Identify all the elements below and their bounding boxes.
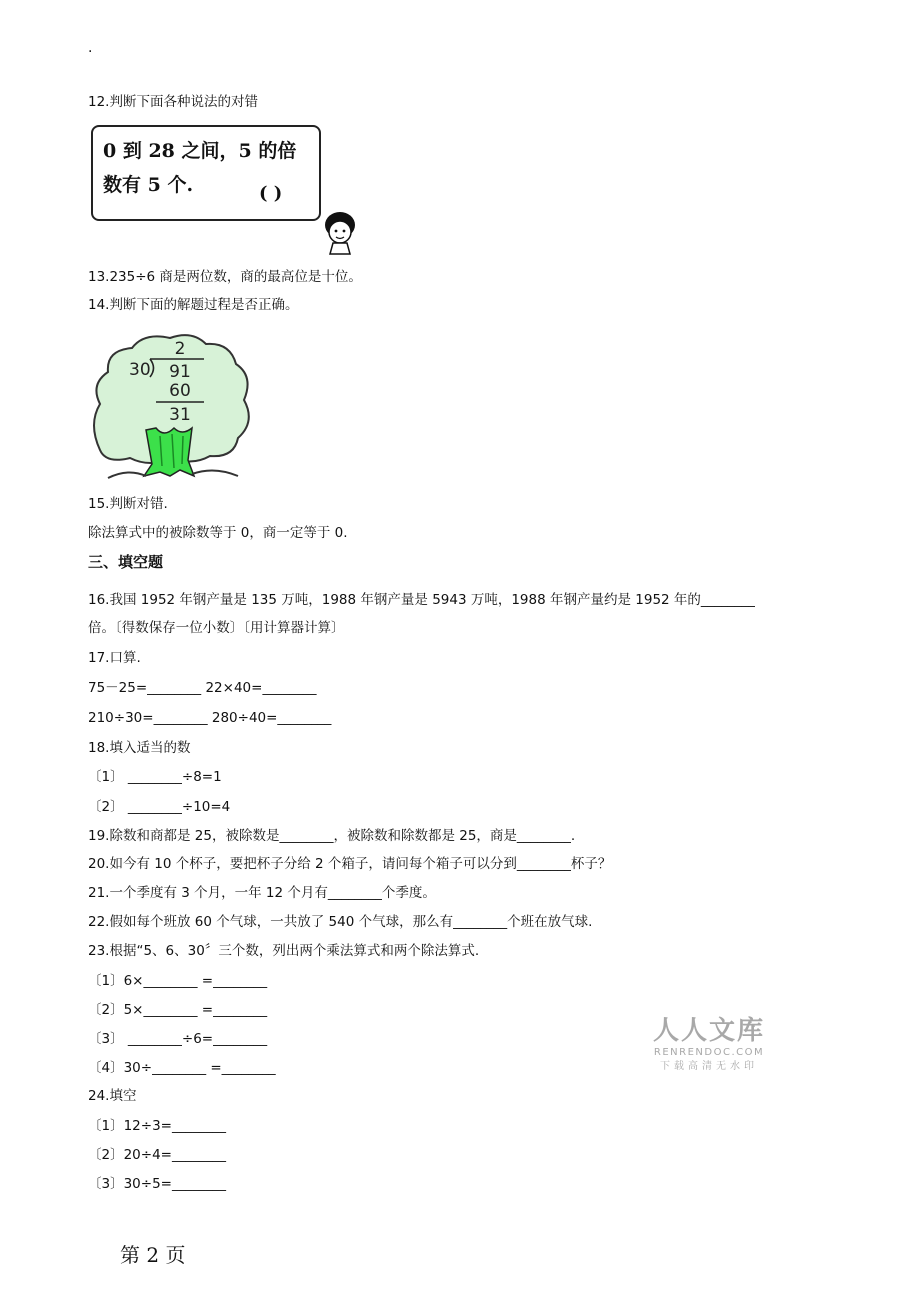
question-18: 18.填入适当的数: [88, 740, 191, 756]
question-13: 13.235÷6 商是两位数，商的最高位是十位。: [88, 269, 362, 285]
division-product: 60: [169, 381, 191, 401]
division-dividend: 91: [169, 362, 191, 382]
question-17: 17.口算.: [88, 650, 141, 666]
question-19: 19.除数和商都是 25，被除数是________，被除数和除数都是 25，商是________.: [88, 828, 576, 844]
question-12: 12.判断下面各种说法的对错: [88, 94, 258, 110]
question-24-item-3: 〔3〕30÷5=________: [88, 1176, 226, 1192]
question-17-row-2: 210÷30=________ 280÷40=________: [88, 710, 332, 726]
speech-box-line-2: 数有 5 个.: [103, 174, 194, 196]
speech-box: [91, 125, 321, 221]
division-quotient: 2: [174, 339, 186, 359]
watermark-domain: RENRENDOC.COM: [653, 1047, 765, 1058]
page-number: 第 2 页: [120, 1243, 186, 1267]
watermark: [646, 1016, 772, 1074]
section-title: 三、填空题: [88, 553, 164, 571]
question-23: 23.根据“5、6、30〞三个数，列出两个乘法算式和两个除法算式.: [88, 943, 480, 959]
question-23-item-3: 〔3〕 ________÷6=________: [88, 1031, 268, 1047]
tree-division-figure: [88, 332, 253, 482]
question-23-item-2: 〔2〕5×________ =________: [88, 1002, 268, 1018]
division-remainder: 31: [169, 405, 191, 425]
watermark-title: 人人文库: [652, 1016, 765, 1046]
question-14: 14.判断下面的解题过程是否正确。: [88, 297, 299, 313]
question-15: 15.判断对错.: [88, 496, 168, 512]
question-20: 20.如今有 10 个杯子，要把杯子分给 2 个箱子，请问每个箱子可以分到________杯子？: [88, 856, 612, 872]
question-18-item-2: 〔2〕 ________÷10=4: [88, 799, 231, 815]
question-23-item-4: 〔4〕30÷________ =________: [88, 1060, 276, 1076]
question-17-row-1: 75－25=________ 22×40=________: [88, 680, 317, 696]
question-18-item-1: 〔1〕 ________÷8=1: [88, 769, 222, 785]
question-16-line-1: 16.我国 1952 年钢产量是 135 万吨，1988 年钢产量是 5943 万吨，1988 年钢产量约是 1952 年的________: [88, 592, 755, 608]
division-divisor: 30: [129, 360, 151, 380]
answer-parentheses: ( ): [259, 183, 283, 204]
question-23-item-1: 〔1〕6×________ =________: [88, 973, 268, 989]
question-24-item-1: 〔1〕12÷3=________: [88, 1118, 226, 1134]
question-22: 22.假如每个班放 60 个气球，一共放了 540 个气球，那么有________个班在放气球.: [88, 914, 593, 930]
watermark-slogan: 下载高清无水印: [660, 1061, 758, 1072]
speech-box-line-1: 0 到 28 之间，5 的倍: [103, 140, 297, 162]
question-16-line-2: 倍。〔得数保存一位小数〕〔用计算器计算〕: [88, 620, 345, 636]
question-21: 21.一个季度有 3 个月，一年 12 个月有________个季度。: [88, 885, 436, 901]
question-24-item-2: 〔2〕20÷4=________: [88, 1147, 226, 1163]
question-24: 24.填空: [88, 1088, 137, 1104]
child-cartoon-icon: [320, 210, 360, 256]
top-mark: .: [88, 40, 93, 56]
question-15-statement: 除法算式中的被除数等于 0，商一定等于 0.: [88, 525, 348, 541]
